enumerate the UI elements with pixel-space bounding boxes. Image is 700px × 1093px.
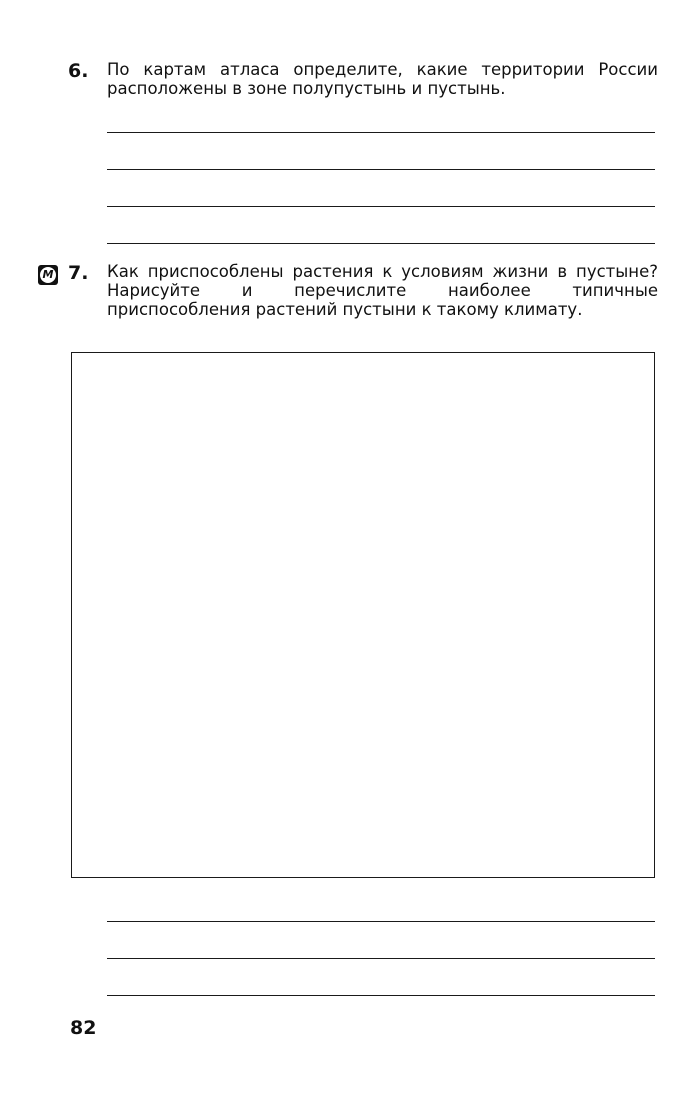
marker-letter: М [40, 267, 56, 283]
task-7-answer-line[interactable] [107, 995, 655, 996]
task-6 [68, 60, 658, 98]
task-7-answer-line[interactable] [107, 921, 655, 922]
task-6-answer-line[interactable] [107, 132, 655, 133]
meta-subject-icon [38, 265, 58, 285]
task-6-answer-line[interactable] [107, 243, 655, 244]
task-6-answer-line[interactable] [107, 206, 655, 207]
task-6-number: 6. [68, 60, 89, 82]
task-7-text: Как приспособлены растения к условиям жизни в пустыне? Нарисуйте и перечислите наиболее типичные приспособления растений пустыни к такому климату. [107, 262, 658, 319]
task-7-answer-line[interactable] [107, 958, 655, 959]
page-number: 82 [70, 1017, 97, 1039]
task-7 [68, 262, 658, 319]
task-7-number: 7. [68, 262, 89, 284]
task-6-answer-line[interactable] [107, 169, 655, 170]
drawing-area[interactable] [71, 352, 655, 878]
task-6-text: По картам атласа определите, какие территории России расположены в зоне полупустынь и пустынь. [107, 60, 658, 98]
